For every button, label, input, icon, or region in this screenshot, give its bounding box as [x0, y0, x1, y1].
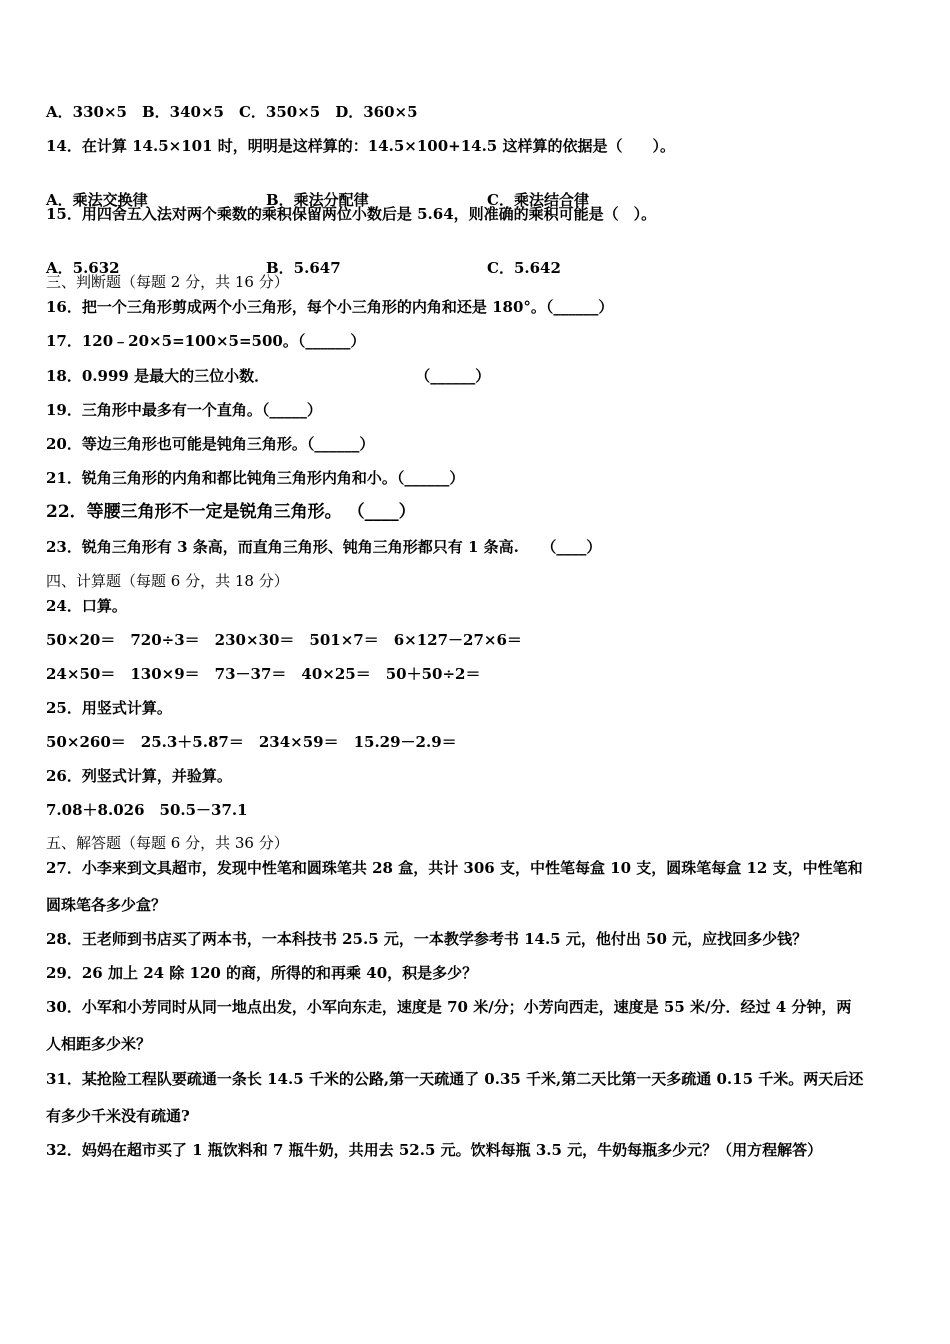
q31-line-1: 31．某抢险工程队要疏通一条长 14.5 千米的公路,第一天疏通了 0.35 千米,第二天比第一天多疏通 0.15 千米。两天后还 — [46, 1070, 864, 1088]
q20: 20．等边三角形也可能是钝角三角形。（______） — [46, 435, 375, 453]
q22: 22．等腰三角形不一定是锐角三角形。 （____） — [46, 502, 416, 522]
q14-option-c: C．乘法结合律 — [487, 191, 589, 209]
q32: 32．妈妈在超市买了 1 瓶饮料和 7 瓶牛奶，共用去 52.5 元。饮料每瓶 3.5 元，牛奶每瓶多少元？（用方程解答） — [46, 1141, 823, 1159]
q14-option-b: B．乘法分配律 — [266, 191, 369, 209]
q28: 28．王老师到书店买了两本书，一本科技书 25.5 元，一本教学参考书 14.5 元，他付出 50 元，应找回多少钱？ — [46, 930, 808, 948]
q30-line-2: 人相距多少米？ — [46, 1035, 152, 1053]
q26-row: 7.08＋8.026 50.5－37.1 — [46, 801, 248, 819]
q16: 16．把一个三角形剪成两个小三角形，每个小三角形的内角和还是 180°。（______） — [46, 298, 614, 316]
q15-option-a: A．5.632 — [46, 259, 120, 277]
q15-option-b: B．5.647 — [266, 259, 341, 277]
q23: 23．锐角三角形有 3 条高，而直角三角形、钝角三角形都只有 1 条高. （____） — [46, 538, 602, 556]
q17: 17．120﹣20×5=100×5=500。（______） — [46, 332, 366, 350]
q18: 18．0.999 是最大的三位小数． （______） — [46, 367, 491, 385]
q25-row: 50×260＝ 25.3＋5.87＝ 234×59＝ 15.29－2.9＝ — [46, 733, 457, 751]
section-3-heading: 三、判断题（每题 2 分，共 16 分） — [46, 273, 289, 291]
q13-options: A．330×5 B．340×5 C．350×5 D．360×5 — [46, 103, 418, 121]
q14-option-a: A．乘法交换律 — [46, 191, 148, 209]
section-5-heading: 五、解答题（每题 6 分，共 36 分） — [46, 834, 289, 852]
q24-row-2: 24×50＝ 130×9＝ 73－37＝ 40×25＝ 50＋50÷2＝ — [46, 665, 481, 683]
q27-line-1: 27．小李来到文具超市，发现中性笔和圆珠笔共 28 盒，共计 306 支，中性笔每盒 10 支，圆珠笔每盒 12 支，中性笔和 — [46, 859, 863, 877]
q15-stem: 15．用四舍五入法对两个乘数的乘积保留两位小数后是 5.64，则准确的乘积可能是（ ）。 — [46, 205, 657, 223]
q24: 24．口算。 — [46, 597, 127, 615]
q30-line-1: 30．小军和小芳同时从同一地点出发，小军向东走，速度是 70 米/分；小芳向西走，速度是 55 米/分．经过 4 分钟，两 — [46, 998, 852, 1016]
q27-line-2: 圆珠笔各多少盒？ — [46, 896, 167, 914]
q26: 26．列竖式计算，并验算。 — [46, 767, 232, 785]
q24-row-1: 50×20＝ 720÷3＝ 230×30＝ 501×7＝ 6×127－27×6＝ — [46, 631, 522, 649]
section-4-heading: 四、计算题（每题 6 分，共 18 分） — [46, 572, 289, 590]
q14-stem: 14．在计算 14.5×101 时，明明是这样算的：14.5×100+14.5 这样算的依据是（ ）。 — [46, 137, 675, 155]
q21: 21．锐角三角形的内角和都比钝角三角形内角和小。（______） — [46, 469, 465, 487]
q25: 25．用竖式计算。 — [46, 699, 172, 717]
q31-line-2: 有多少千米没有疏通? — [46, 1107, 190, 1125]
q15-option-c: C．5.642 — [487, 259, 561, 277]
q19: 19．三角形中最多有一个直角。（_____） — [46, 401, 322, 419]
q29: 29．26 加上 24 除 120 的商，所得的和再乘 40，积是多少？ — [46, 964, 478, 982]
